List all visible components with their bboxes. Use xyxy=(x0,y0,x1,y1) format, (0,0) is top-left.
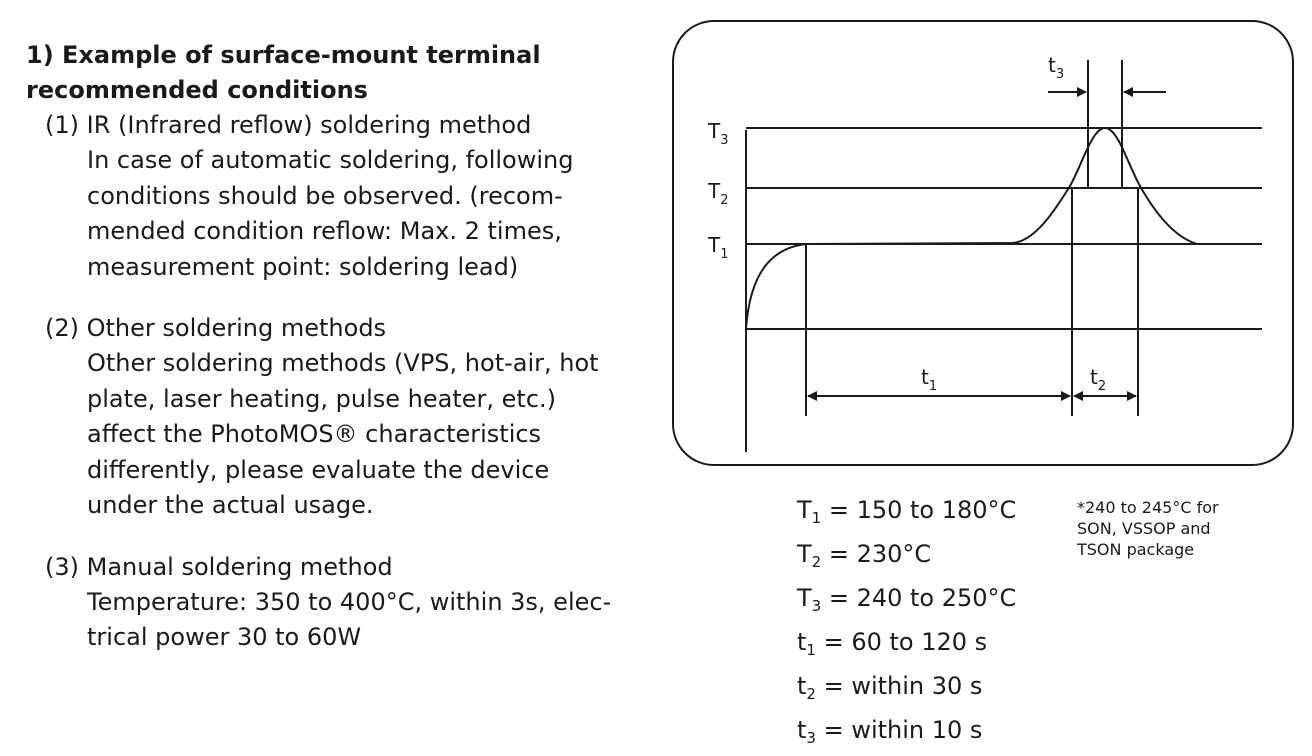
manual-soldering-title: (3) Manual soldering method xyxy=(45,552,393,581)
legend-line-lower-t2: $t_2$ = within 30 s xyxy=(797,672,983,703)
body-line: mended condition reflow: Max. 2 times, xyxy=(87,217,562,245)
t1-label: $T_1$ xyxy=(708,233,729,262)
body-line: measurement point: soldering lead) xyxy=(87,252,519,281)
body-line: conditions should be observed. (recom- xyxy=(87,181,563,210)
body-line: differently, please evaluate the device xyxy=(87,455,550,484)
section-heading: 1) Example of surface-mount terminal recommended conditions xyxy=(26,41,541,104)
ir-reflow-body xyxy=(87,143,656,285)
parameter-legend xyxy=(797,492,1016,756)
body-line: under the actual usage. xyxy=(87,491,374,519)
legend-line-lower-t1: $t_1 = 60$ to 120 s xyxy=(797,628,988,659)
other-methods-body xyxy=(87,346,656,524)
ir-reflow-section xyxy=(45,108,656,285)
package-footnote: *240 to 245°C for SON, VSSOP and TSON package xyxy=(1077,498,1219,559)
ir-reflow-title: (1) IR (Infrared reflow) soldering method xyxy=(45,111,532,139)
manual-soldering-body xyxy=(87,585,656,656)
body-line: trical power 30 to 60W xyxy=(87,623,362,651)
manual-soldering-section xyxy=(45,550,656,656)
t2-duration-label: $t_2$ xyxy=(1090,365,1107,394)
t2-label: $T_2$ xyxy=(708,179,729,208)
body-line: In case of automatic soldering, following xyxy=(87,146,574,174)
t3-duration-label: $t_3$ xyxy=(1048,53,1065,82)
legend-line-lower-t3: $t_3$ = within 10 s xyxy=(797,716,983,747)
t1-duration-label: $t_1$ xyxy=(921,365,938,394)
t3-label: $T_3$ xyxy=(708,119,729,148)
body-line: Temperature: 350 to 400°C, within 3s, elec- xyxy=(87,587,612,616)
other-methods-section xyxy=(45,311,656,524)
body-line: Other soldering methods (VPS, hot-air, hot xyxy=(87,349,599,377)
instructions xyxy=(26,38,656,656)
legend-line-t2: $T_2 = 230^\circ C$ xyxy=(797,540,932,571)
body-line: affect the PhotoMOS® characteristics xyxy=(87,420,542,448)
legend-line-t1: $T_1 = 150$ to 180°C xyxy=(797,496,1017,527)
legend-line-t3: $T_3 = 240$ to 250°C xyxy=(797,584,1017,615)
temperature-profile-curve xyxy=(746,128,1197,329)
other-methods-title: (2) Other soldering methods xyxy=(45,314,387,342)
reflow-profile-diagram xyxy=(672,20,1294,466)
body-line: plate, laser heating, pulse heater, etc.) xyxy=(87,384,557,413)
